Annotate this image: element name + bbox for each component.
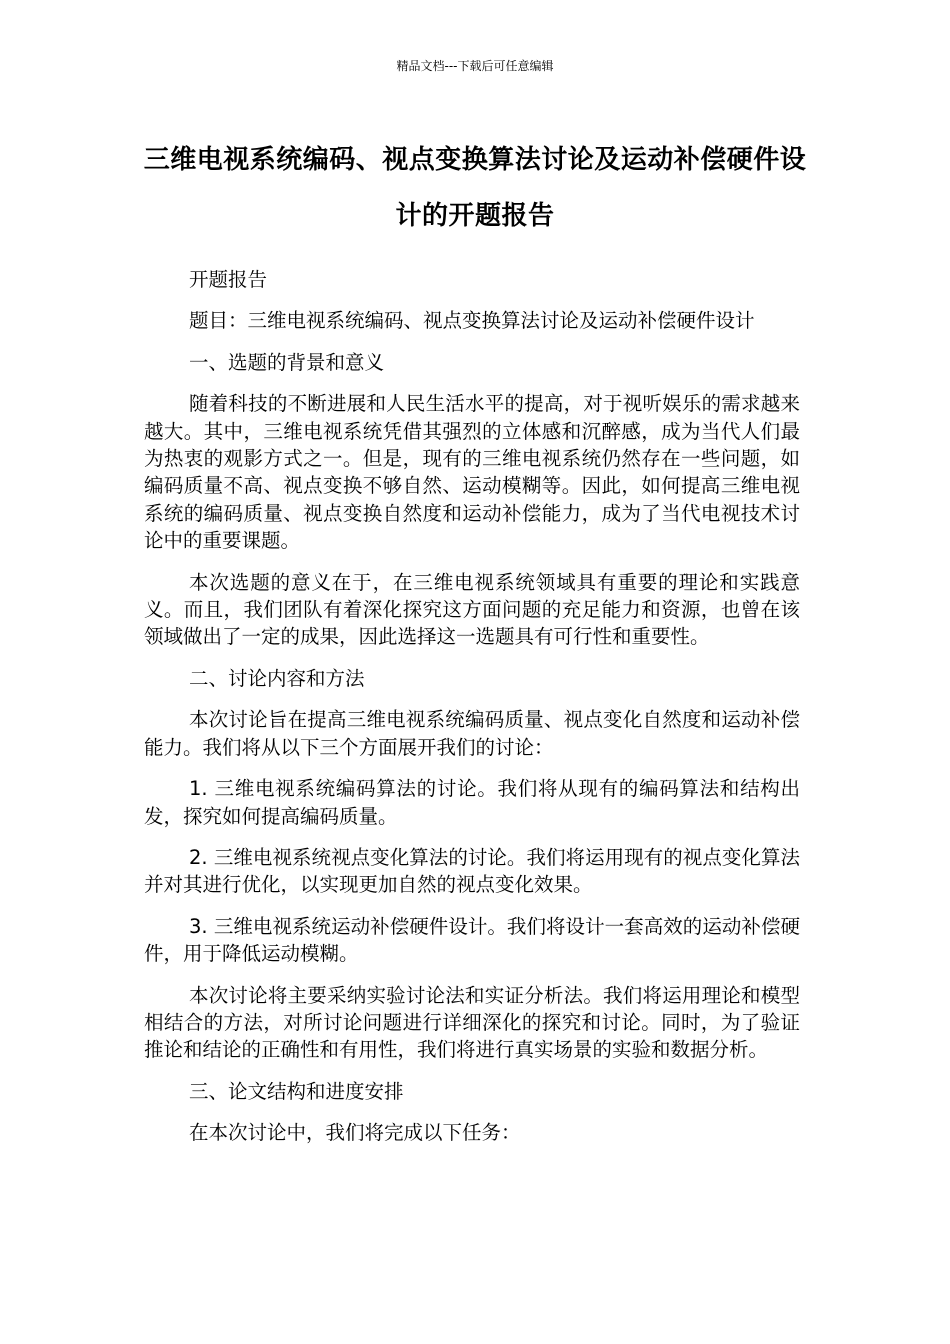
paragraph-tasks: 在本次讨论中，我们将完成以下任务： xyxy=(189,1121,521,1145)
topic-line: 题目：三维电视系统编码、视点变换算法讨论及运动补偿硬件设计 xyxy=(189,309,755,333)
section-heading-structure: 三、论文结构和进度安排 xyxy=(189,1079,404,1103)
list-item-2: 2. 三维电视系统视点变化算法的讨论。我们将运用现有的视点变化算法并对其进行优化，以实现更加自然的视点变化效果。 xyxy=(144,845,800,897)
document-body xyxy=(144,266,800,1161)
paragraph-aim: 本次讨论旨在提高三维电视系统编码质量、视点变化自然度和运动补偿能力。我们将从以下三个方面展开我们的讨论： xyxy=(144,708,800,759)
section-heading-content-method: 二、讨论内容和方法 xyxy=(189,666,365,690)
section-heading-background: 一、选题的背景和意义 xyxy=(189,350,385,374)
document-title: 三维电视系统编码、视点变换算法讨论及运动补偿硬件设计的开题报告 xyxy=(143,145,807,231)
section-label-report: 开题报告 xyxy=(189,268,268,291)
paragraph-background: 随着科技的不断进展和人民生活水平的提高，对于视听娱乐的需求越来越大。其中，三维电视系统凭借其强烈的立体感和沉醉感，成为当代人们最为热衷的观影方式之一。但是，现有的三维电视系统仍然存在一些问题，如编码质量不高、视点变换不够自然、运动模糊等。因此，如何提高三维电视系统的编码质量、视点变换自然度和运动补偿能力，成为了当代电视技术讨论中的重要课题。 xyxy=(144,392,800,553)
list-item-1: 1. 三维电视系统编码算法的讨论。我们将从现有的编码算法和结构出发，探究如何提高编码质量。 xyxy=(144,777,800,828)
paragraph-significance: 本次选题的意义在于，在三维电视系统领域具有重要的理论和实践意义。而且，我们团队有着深化探究这方面问题的充足能力和资源，也曾在该领域做出了一定的成果，因此选择这一选题具有可行性和重要性。 xyxy=(144,570,800,649)
header-note: 精品文档---下载后可任意编辑 xyxy=(396,59,554,73)
paragraph-method: 本次讨论将主要采纳实验讨论法和实证分析法。我们将运用理论和模型相结合的方法，对所讨论问题进行详细深化的探究和讨论。同时，为了验证推论和结论的正确性和有用性，我们将进行真实场景的实验和数据分析。 xyxy=(144,983,800,1062)
list-item-3: 3. 三维电视系统运动补偿硬件设计。我们将设计一套高效的运动补偿硬件，用于降低运动模糊。 xyxy=(144,914,800,966)
